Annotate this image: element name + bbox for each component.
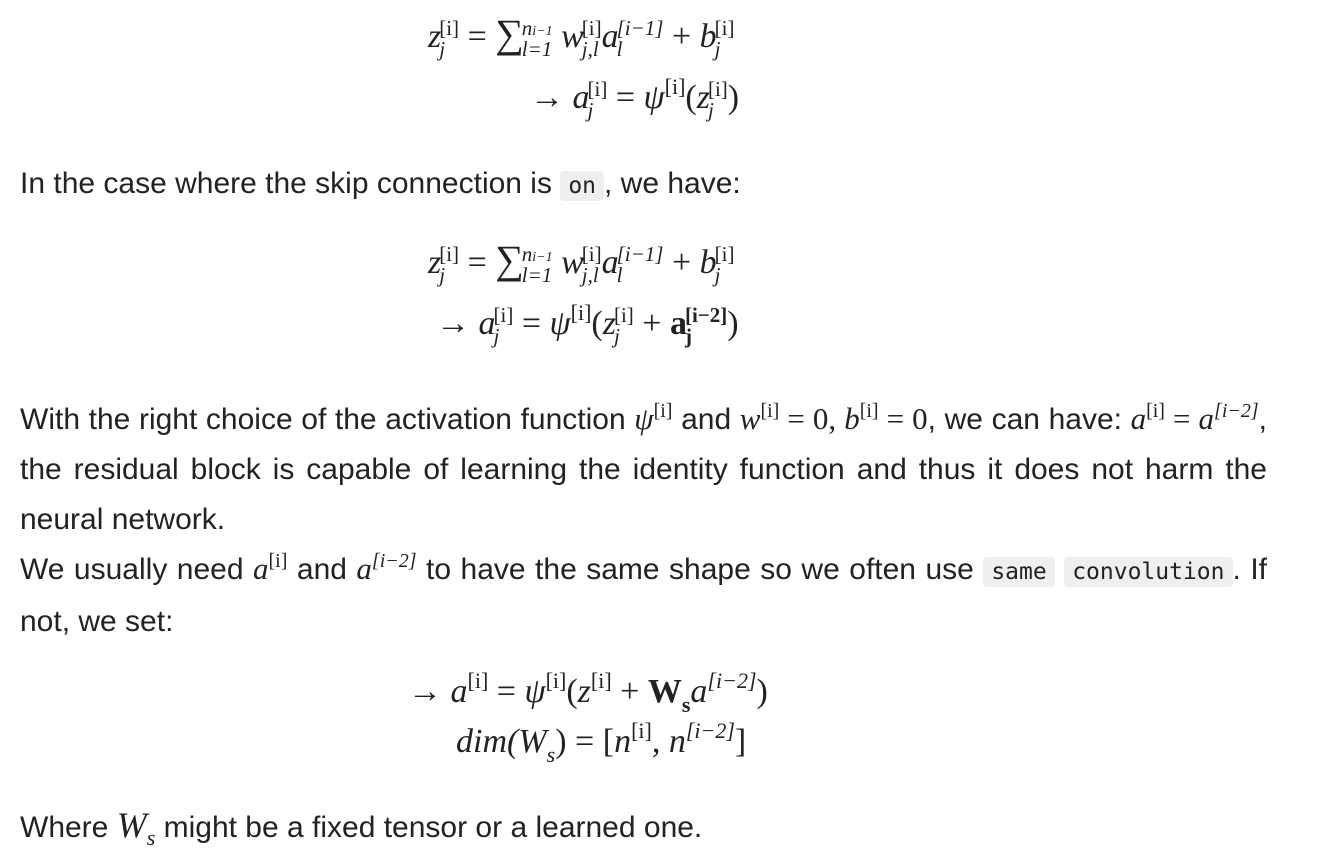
paragraph-ws-note: Where $W_s$ might be a fixed tensor or a learned one. xyxy=(20,805,703,850)
paragraph-identity: With the right choice of the activation function ψ[i] and w[i] = 0, b[i] = 0, we can have: a[i] = a[i−2], the residual block is capable of learning the identity function and thus it does not harm the neural network. xyxy=(20,400,1268,536)
paragraph-same-shape: We usually need a[i] and a[i−2] to have the same shape so we often use same convolution . If not, we set: xyxy=(20,550,1267,638)
equation-a-skip-block-2: → a [i] j = ψ[i](z [i] j + a [i−2] j ) xyxy=(436,300,739,349)
equation-a-block-1: → a [i] j = ψ[i](z [i] j ) xyxy=(530,74,740,123)
code-convolution: convolution xyxy=(1064,557,1232,587)
equation-z-block-1: z [i] j = ∑ ni−1 l=1 w [i] j,l a [i−1] l + b [i] j xyxy=(428,11,735,62)
paragraph-skip-on: In the case where the skip connection is on , we have: xyxy=(20,167,741,200)
code-on: on xyxy=(560,171,604,201)
code-same: same xyxy=(983,557,1054,587)
equation-dim-ws: $dim(W_s) = [n[i]$, n[i−2]] xyxy=(456,718,747,767)
equation-projection: → $a[i] = \psi[i](z[i] + W_sa[i-2])$ xyxy=(408,668,768,717)
equation-z-block-2: z [i] j = ∑ ni−1 l=1 w [i] j,l a [i−1] l + b [i] j xyxy=(428,237,735,288)
